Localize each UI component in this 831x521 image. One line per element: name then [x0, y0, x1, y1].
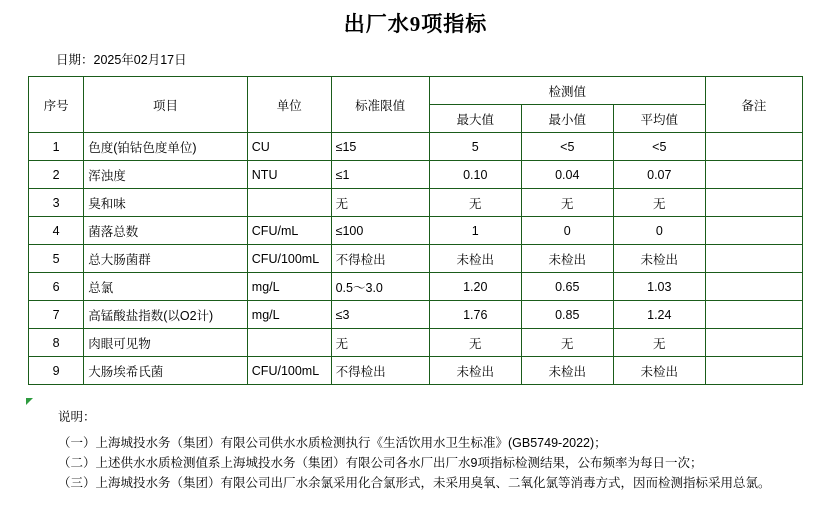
notes-line-1: （一）上海城投水务（集团）有限公司供水水质检测执行《生活饮用水卫生标准》(GB5749-2022)；: [58, 436, 607, 450]
cell-max: 0.10: [429, 161, 521, 189]
cell-avg: 未检出: [613, 357, 705, 385]
cell-no: 8: [29, 329, 84, 357]
cell-limit: ≤1: [331, 161, 429, 189]
cell-item: 菌落总数: [84, 217, 248, 245]
cell-min: <5: [521, 133, 613, 161]
cell-limit: ≤3: [331, 301, 429, 329]
cell-remark: [705, 161, 802, 189]
cell-avg: 无: [613, 189, 705, 217]
cell-min: 0.65: [521, 273, 613, 301]
header-measured: 检测值: [429, 77, 705, 105]
cell-remark: [705, 301, 802, 329]
table-row: [29, 161, 803, 189]
cell-limit: 不得检出: [331, 357, 429, 385]
cell-remark: [705, 245, 802, 273]
cell-no: 1: [29, 133, 84, 161]
cell-max: 未检出: [429, 357, 521, 385]
cell-unit: CU: [247, 133, 331, 161]
notes-title: 说明：: [58, 410, 96, 424]
cell-remark: [705, 273, 802, 301]
cell-item: 高锰酸盐指数(以O2计): [84, 301, 248, 329]
cell-no: 6: [29, 273, 84, 301]
table-row: [29, 217, 803, 245]
table-header-row-1: [29, 77, 803, 105]
header-limit: 标准限值: [331, 77, 429, 133]
cell-min: 未检出: [521, 245, 613, 273]
page-title: 出厂水9项指标: [343, 12, 488, 36]
notes-line-2: （二）上述供水水质检测值系上海城投水务（集团）有限公司各水厂出厂水9项指标检测结果，公布频率为每日一次；: [58, 456, 703, 470]
header-unit: 单位: [247, 77, 331, 133]
header-avg: 平均值: [613, 105, 705, 133]
cell-min: 未检出: [521, 357, 613, 385]
cell-avg: <5: [613, 133, 705, 161]
cell-no: 3: [29, 189, 84, 217]
cell-min: 0.85: [521, 301, 613, 329]
cell-remark: [705, 133, 802, 161]
cell-avg: 0.07: [613, 161, 705, 189]
cell-avg: 1.03: [613, 273, 705, 301]
header-min: 最小值: [521, 105, 613, 133]
cell-max: 无: [429, 189, 521, 217]
cell-limit: 0.5～3.0: [331, 273, 429, 301]
table-row: [29, 273, 803, 301]
cell-no: 4: [29, 217, 84, 245]
water-quality-table: [28, 76, 803, 385]
green-triangle-marker: [26, 398, 33, 405]
cell-item: 肉眼可见物: [84, 329, 248, 357]
cell-item: 大肠埃希氏菌: [84, 357, 248, 385]
cell-max: 1.76: [429, 301, 521, 329]
cell-no: 2: [29, 161, 84, 189]
cell-remark: [705, 357, 802, 385]
table-row: [29, 357, 803, 385]
cell-unit: CFU/mL: [247, 217, 331, 245]
table-row: [29, 133, 803, 161]
cell-limit: ≤15: [331, 133, 429, 161]
table-row: [29, 245, 803, 273]
cell-unit: [247, 329, 331, 357]
cell-unit: CFU/100mL: [247, 357, 331, 385]
cell-limit: ≤100: [331, 217, 429, 245]
cell-remark: [705, 329, 802, 357]
header-max: 最大值: [429, 105, 521, 133]
cell-avg: 无: [613, 329, 705, 357]
cell-item: 色度(铂钴色度单位): [84, 133, 248, 161]
header-item: 项目: [84, 77, 248, 133]
report-date: 日期：2025年02月17日: [56, 53, 187, 67]
cell-no: 5: [29, 245, 84, 273]
cell-max: 未检出: [429, 245, 521, 273]
cell-max: 无: [429, 329, 521, 357]
cell-avg: 1.24: [613, 301, 705, 329]
header-no: 序号: [29, 77, 84, 133]
cell-max: 1: [429, 217, 521, 245]
table-row: [29, 301, 803, 329]
cell-item: 臭和味: [84, 189, 248, 217]
cell-remark: [705, 189, 802, 217]
notes-line-3: （三）上海城投水务（集团）有限公司出厂水余氯采用化合氯形式，未采用臭氧、二氧化氯等消毒方式，因而检测指标采用总氯。: [58, 476, 771, 490]
cell-unit: CFU/100mL: [247, 245, 331, 273]
notes-section: [28, 407, 831, 493]
cell-limit: 无: [331, 189, 429, 217]
cell-limit: 无: [331, 329, 429, 357]
cell-limit: 不得检出: [331, 245, 429, 273]
cell-no: 9: [29, 357, 84, 385]
header-remark: 备注: [705, 77, 802, 133]
cell-min: 无: [521, 329, 613, 357]
cell-no: 7: [29, 301, 84, 329]
cell-unit: mg/L: [247, 301, 331, 329]
cell-unit: [247, 189, 331, 217]
cell-avg: 0: [613, 217, 705, 245]
cell-unit: mg/L: [247, 273, 331, 301]
cell-min: 无: [521, 189, 613, 217]
cell-max: 1.20: [429, 273, 521, 301]
cell-min: 0.04: [521, 161, 613, 189]
cell-max: 5: [429, 133, 521, 161]
cell-item: 总大肠菌群: [84, 245, 248, 273]
cell-remark: [705, 217, 802, 245]
cell-item: 总氯: [84, 273, 248, 301]
cell-avg: 未检出: [613, 245, 705, 273]
table-row: [29, 329, 803, 357]
cell-item: 浑浊度: [84, 161, 248, 189]
cell-unit: NTU: [247, 161, 331, 189]
table-row: [29, 189, 803, 217]
cell-min: 0: [521, 217, 613, 245]
